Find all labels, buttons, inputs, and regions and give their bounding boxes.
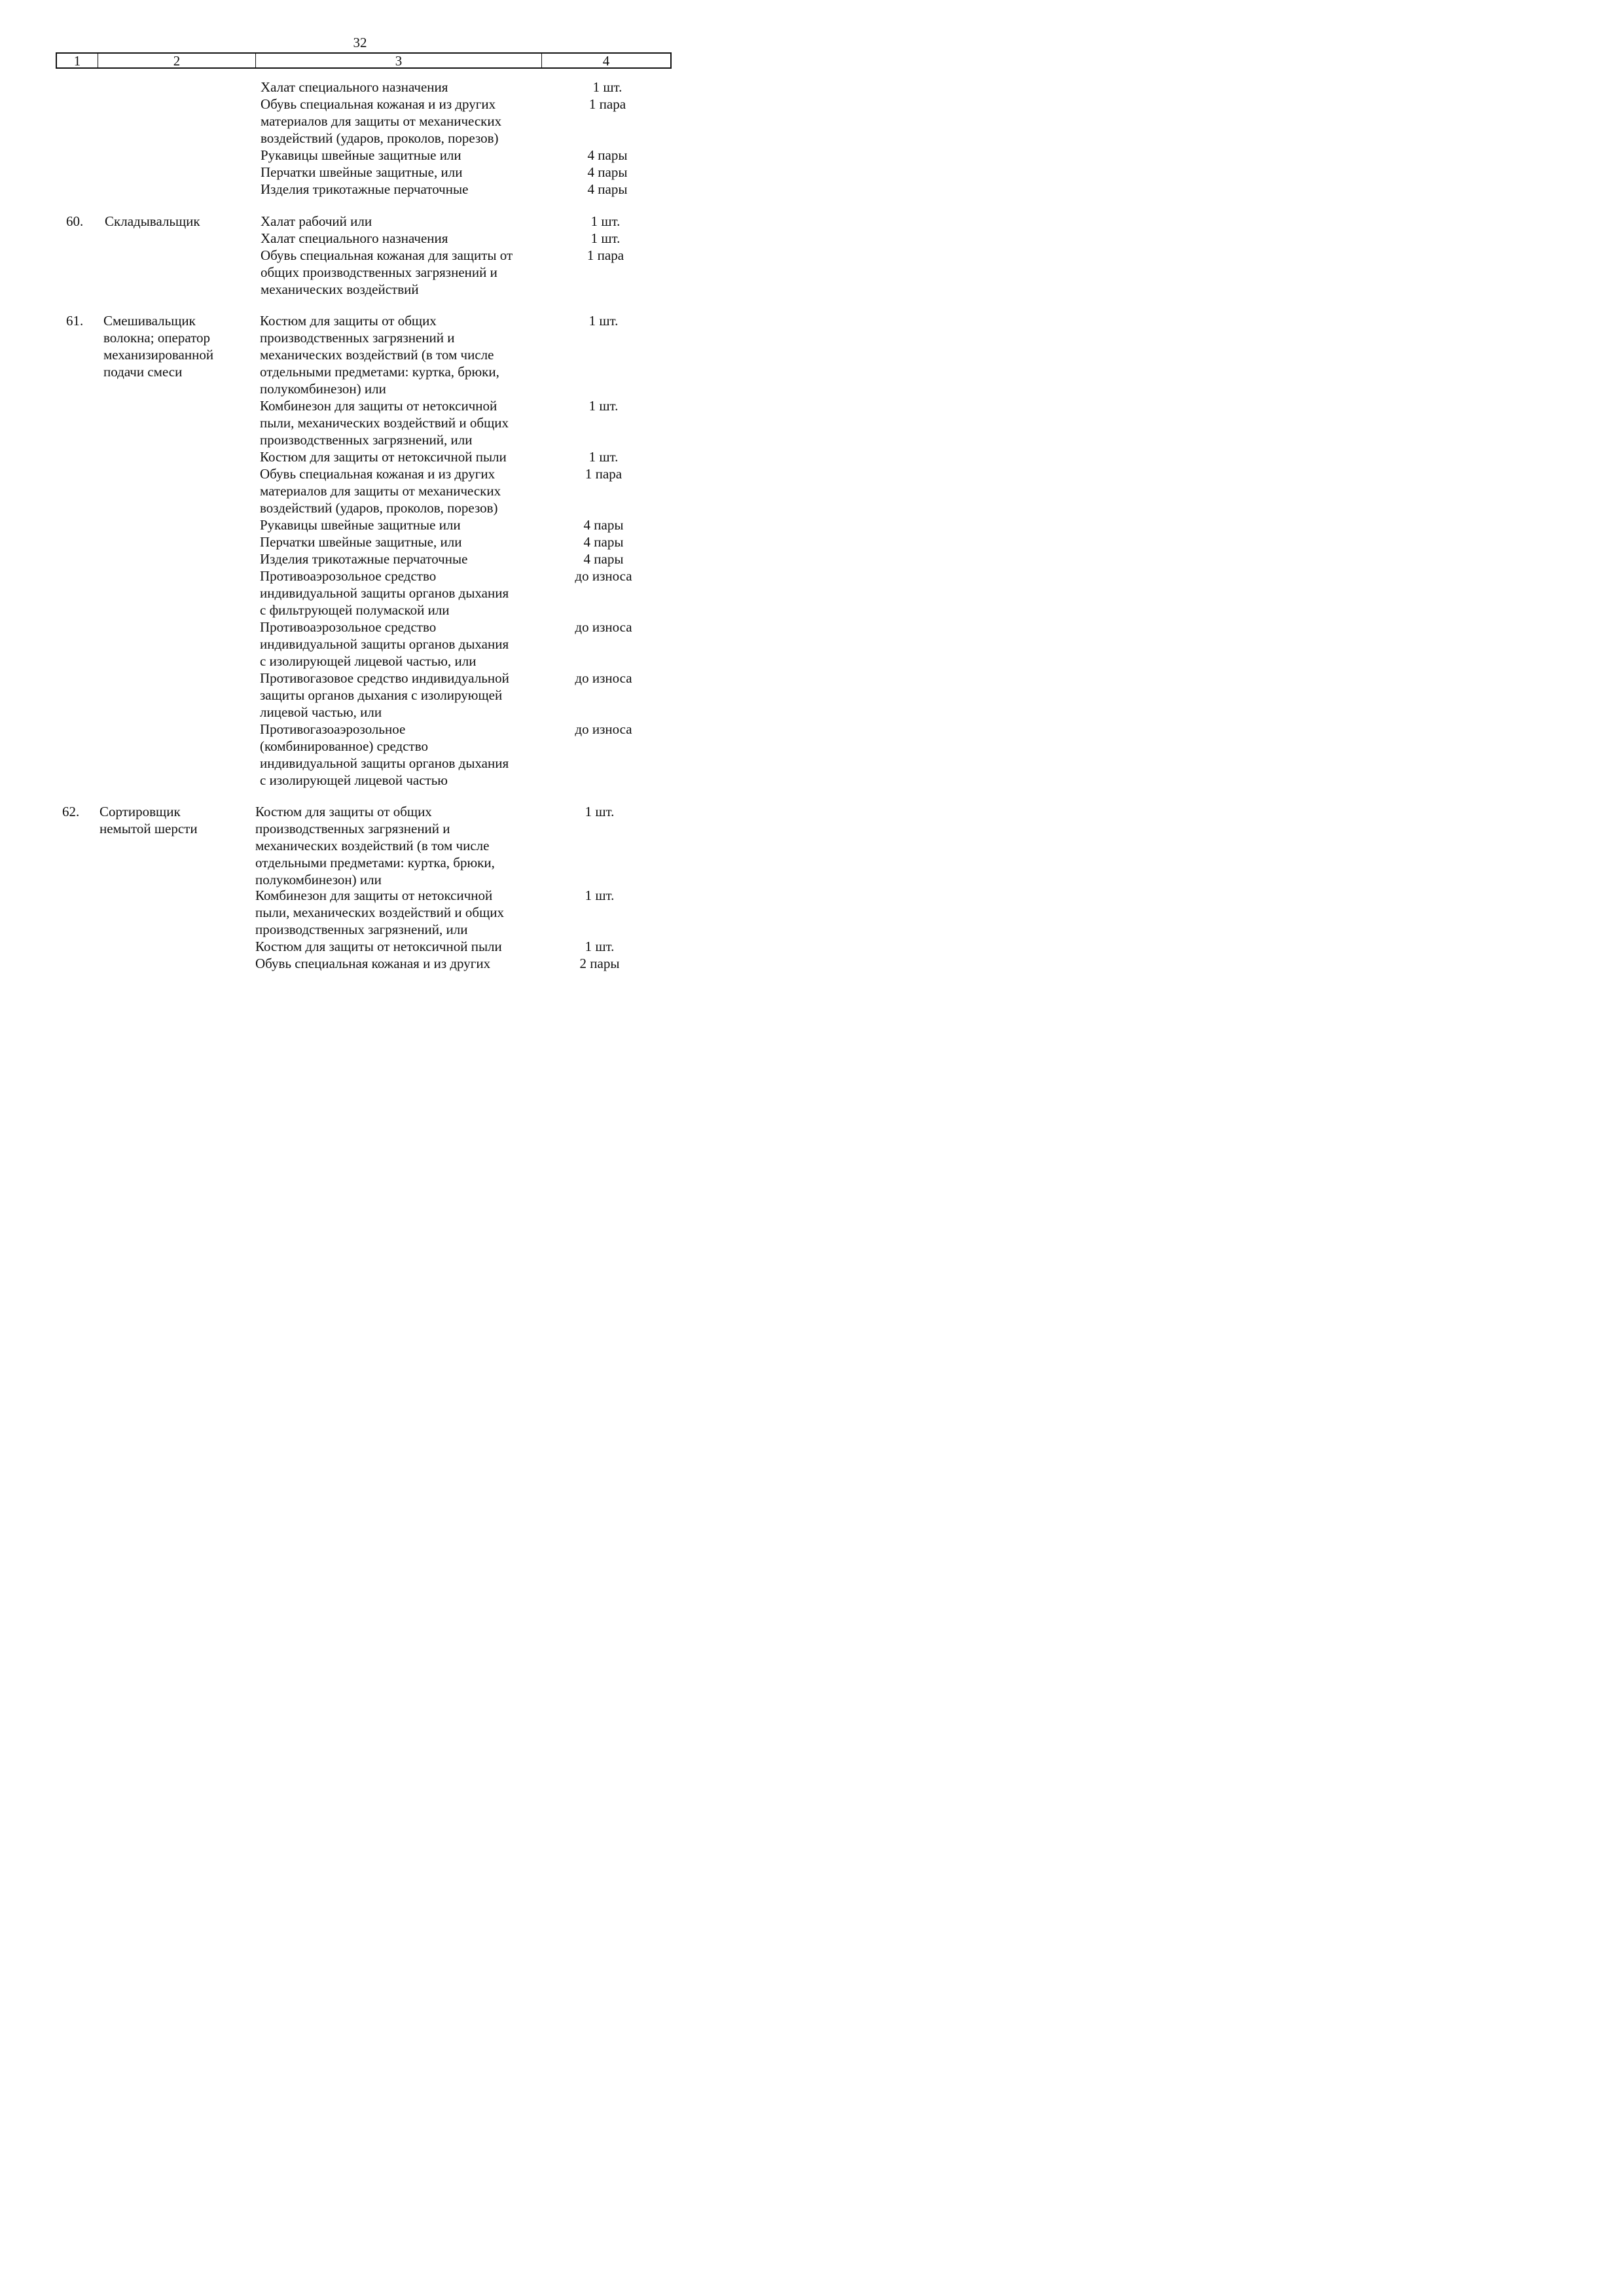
item-quantity: 1 шт. — [585, 804, 615, 819]
item-name-line: Перчатки швейные защитные, или — [260, 534, 462, 550]
item-name-line: материалов для защиты от механических — [260, 483, 501, 499]
header-col-2: 2 — [98, 54, 256, 67]
item-name-line: Халат специального назначения — [261, 79, 448, 95]
item-quantity: 1 шт. — [588, 449, 619, 465]
item-quantity: 1 пара — [585, 466, 623, 482]
item-name-line: Комбинезон для защиты от нетоксичной — [255, 888, 493, 903]
item-name-line: Рукавицы швейные защитные или — [260, 517, 461, 533]
item-name-line: Рукавицы швейные защитные или — [261, 147, 461, 163]
profession-line: Складывальщик — [105, 213, 200, 229]
profession-line: Сортировщик — [99, 804, 181, 819]
profession-line: механизированной — [103, 347, 214, 363]
item-quantity: 1 шт. — [585, 939, 615, 954]
item-name-line: Противогазовое средство индивидуальной — [260, 670, 509, 686]
header-col-3: 3 — [256, 54, 542, 67]
table-header-row — [56, 52, 672, 69]
item-name-line: Противоаэрозольное средство — [260, 619, 437, 635]
item-name-line: производственных загрязнений и — [260, 330, 455, 346]
item-name-line: Обувь специальная кожаная и из других — [261, 96, 496, 112]
item-quantity: 1 шт. — [588, 313, 619, 329]
item-name-line: производственных загрязнений, или — [260, 432, 473, 448]
item-name-line: Изделия трикотажные перчаточные — [261, 181, 469, 197]
item-name-line: воздействий (ударов, проколов, порезов) — [260, 500, 498, 516]
item-name-line: производственных загрязнений и — [255, 821, 450, 836]
item-quantity: 4 пары — [583, 534, 624, 550]
item-quantity: 4 пары — [587, 181, 628, 197]
item-quantity: до износа — [575, 619, 632, 635]
item-name-line: механических воздействий — [261, 281, 419, 297]
item-name-line: Костюм для защиты от нетоксичной пыли — [255, 939, 502, 954]
item-name-line: Перчатки швейные защитные, или — [261, 164, 463, 180]
item-quantity: 4 пары — [583, 517, 624, 533]
item-name-line: пыли, механических воздействий и общих — [260, 415, 509, 431]
item-name-line: Противоаэрозольное средство — [260, 568, 437, 584]
item-quantity: 1 шт. — [592, 79, 623, 95]
item-name-line: отдельными предметами: куртка, брюки, — [260, 364, 499, 380]
item-quantity: 4 пары — [583, 551, 624, 567]
item-name-line: Костюм для защиты от общих — [260, 313, 437, 329]
item-name-line: отдельными предметами: куртка, брюки, — [255, 855, 495, 870]
item-name-line: Костюм для защиты от общих — [255, 804, 432, 819]
header-col-1: 1 — [57, 54, 98, 67]
item-name-line: механических воздействий (в том числе — [255, 838, 490, 853]
header-col-4: 4 — [602, 53, 610, 69]
item-quantity: 1 шт. — [588, 398, 619, 414]
item-quantity: 4 пары — [587, 164, 628, 180]
item-quantity: 1 шт. — [590, 213, 621, 229]
row-number: 60. — [66, 213, 84, 229]
item-name-line: Обувь специальная кожаная и из других — [255, 956, 491, 971]
profession-line: подачи смеси — [103, 364, 183, 380]
item-name-line: с фильтрующей полумаской или — [260, 602, 450, 618]
item-quantity: до износа — [575, 568, 632, 584]
page-number: 32 — [353, 35, 367, 50]
item-quantity: 1 пара — [588, 96, 626, 112]
item-quantity: до износа — [575, 721, 632, 737]
item-quantity: 1 шт. — [585, 888, 615, 903]
item-name-line: воздействий (ударов, проколов, порезов) — [261, 130, 499, 146]
item-name-line: индивидуальной защиты органов дыхания — [260, 755, 509, 771]
item-name-line: с изолирующей лицевой частью, или — [260, 653, 477, 669]
item-name-line: механических воздействий (в том числе — [260, 347, 494, 363]
item-name-line: лицевой частью, или — [260, 704, 382, 720]
item-name-line: индивидуальной защиты органов дыхания — [260, 585, 509, 601]
row-number: 62. — [62, 804, 80, 819]
profession-line: волокна; оператор — [103, 330, 211, 346]
item-name-line: полукомбинезон) или — [260, 381, 386, 397]
item-quantity: 1 пара — [586, 247, 624, 263]
item-name-line: Комбинезон для защиты от нетоксичной — [260, 398, 497, 414]
item-name-line: общих производственных загрязнений и — [261, 264, 497, 280]
item-quantity: 2 пары — [579, 956, 620, 971]
item-name-line: Халат специального назначения — [261, 230, 448, 246]
profession-line: Смешивальщик — [103, 313, 196, 329]
item-name-line: Противогазоаэрозольное — [260, 721, 406, 737]
item-name-line: полукомбинезон) или — [255, 872, 382, 888]
item-name-line: (комбинированное) средство — [260, 738, 428, 754]
item-name-line: Халат рабочий или — [261, 213, 372, 229]
item-quantity: 4 пары — [587, 147, 628, 163]
item-name-line: с изолирующей лицевой частью — [260, 772, 448, 788]
item-quantity: до износа — [575, 670, 632, 686]
item-name-line: индивидуальной защиты органов дыхания — [260, 636, 509, 652]
item-quantity: 1 шт. — [590, 230, 621, 246]
item-name-line: Обувь специальная кожаная для защиты от — [261, 247, 513, 263]
item-name-line: защиты органов дыхания с изолирующей — [260, 687, 503, 703]
item-name-line: Обувь специальная кожаная и из других — [260, 466, 496, 482]
item-name-line: пыли, механических воздействий и общих — [255, 905, 504, 920]
item-name-line: производственных загрязнений, или — [255, 922, 468, 937]
item-name-line: Костюм для защиты от нетоксичной пыли — [260, 449, 507, 465]
item-name-line: материалов для защиты от механических — [261, 113, 502, 129]
item-name-line: Изделия трикотажные перчаточные — [260, 551, 468, 567]
profession-line: немытой шерсти — [99, 821, 198, 836]
row-number: 61. — [66, 313, 84, 329]
